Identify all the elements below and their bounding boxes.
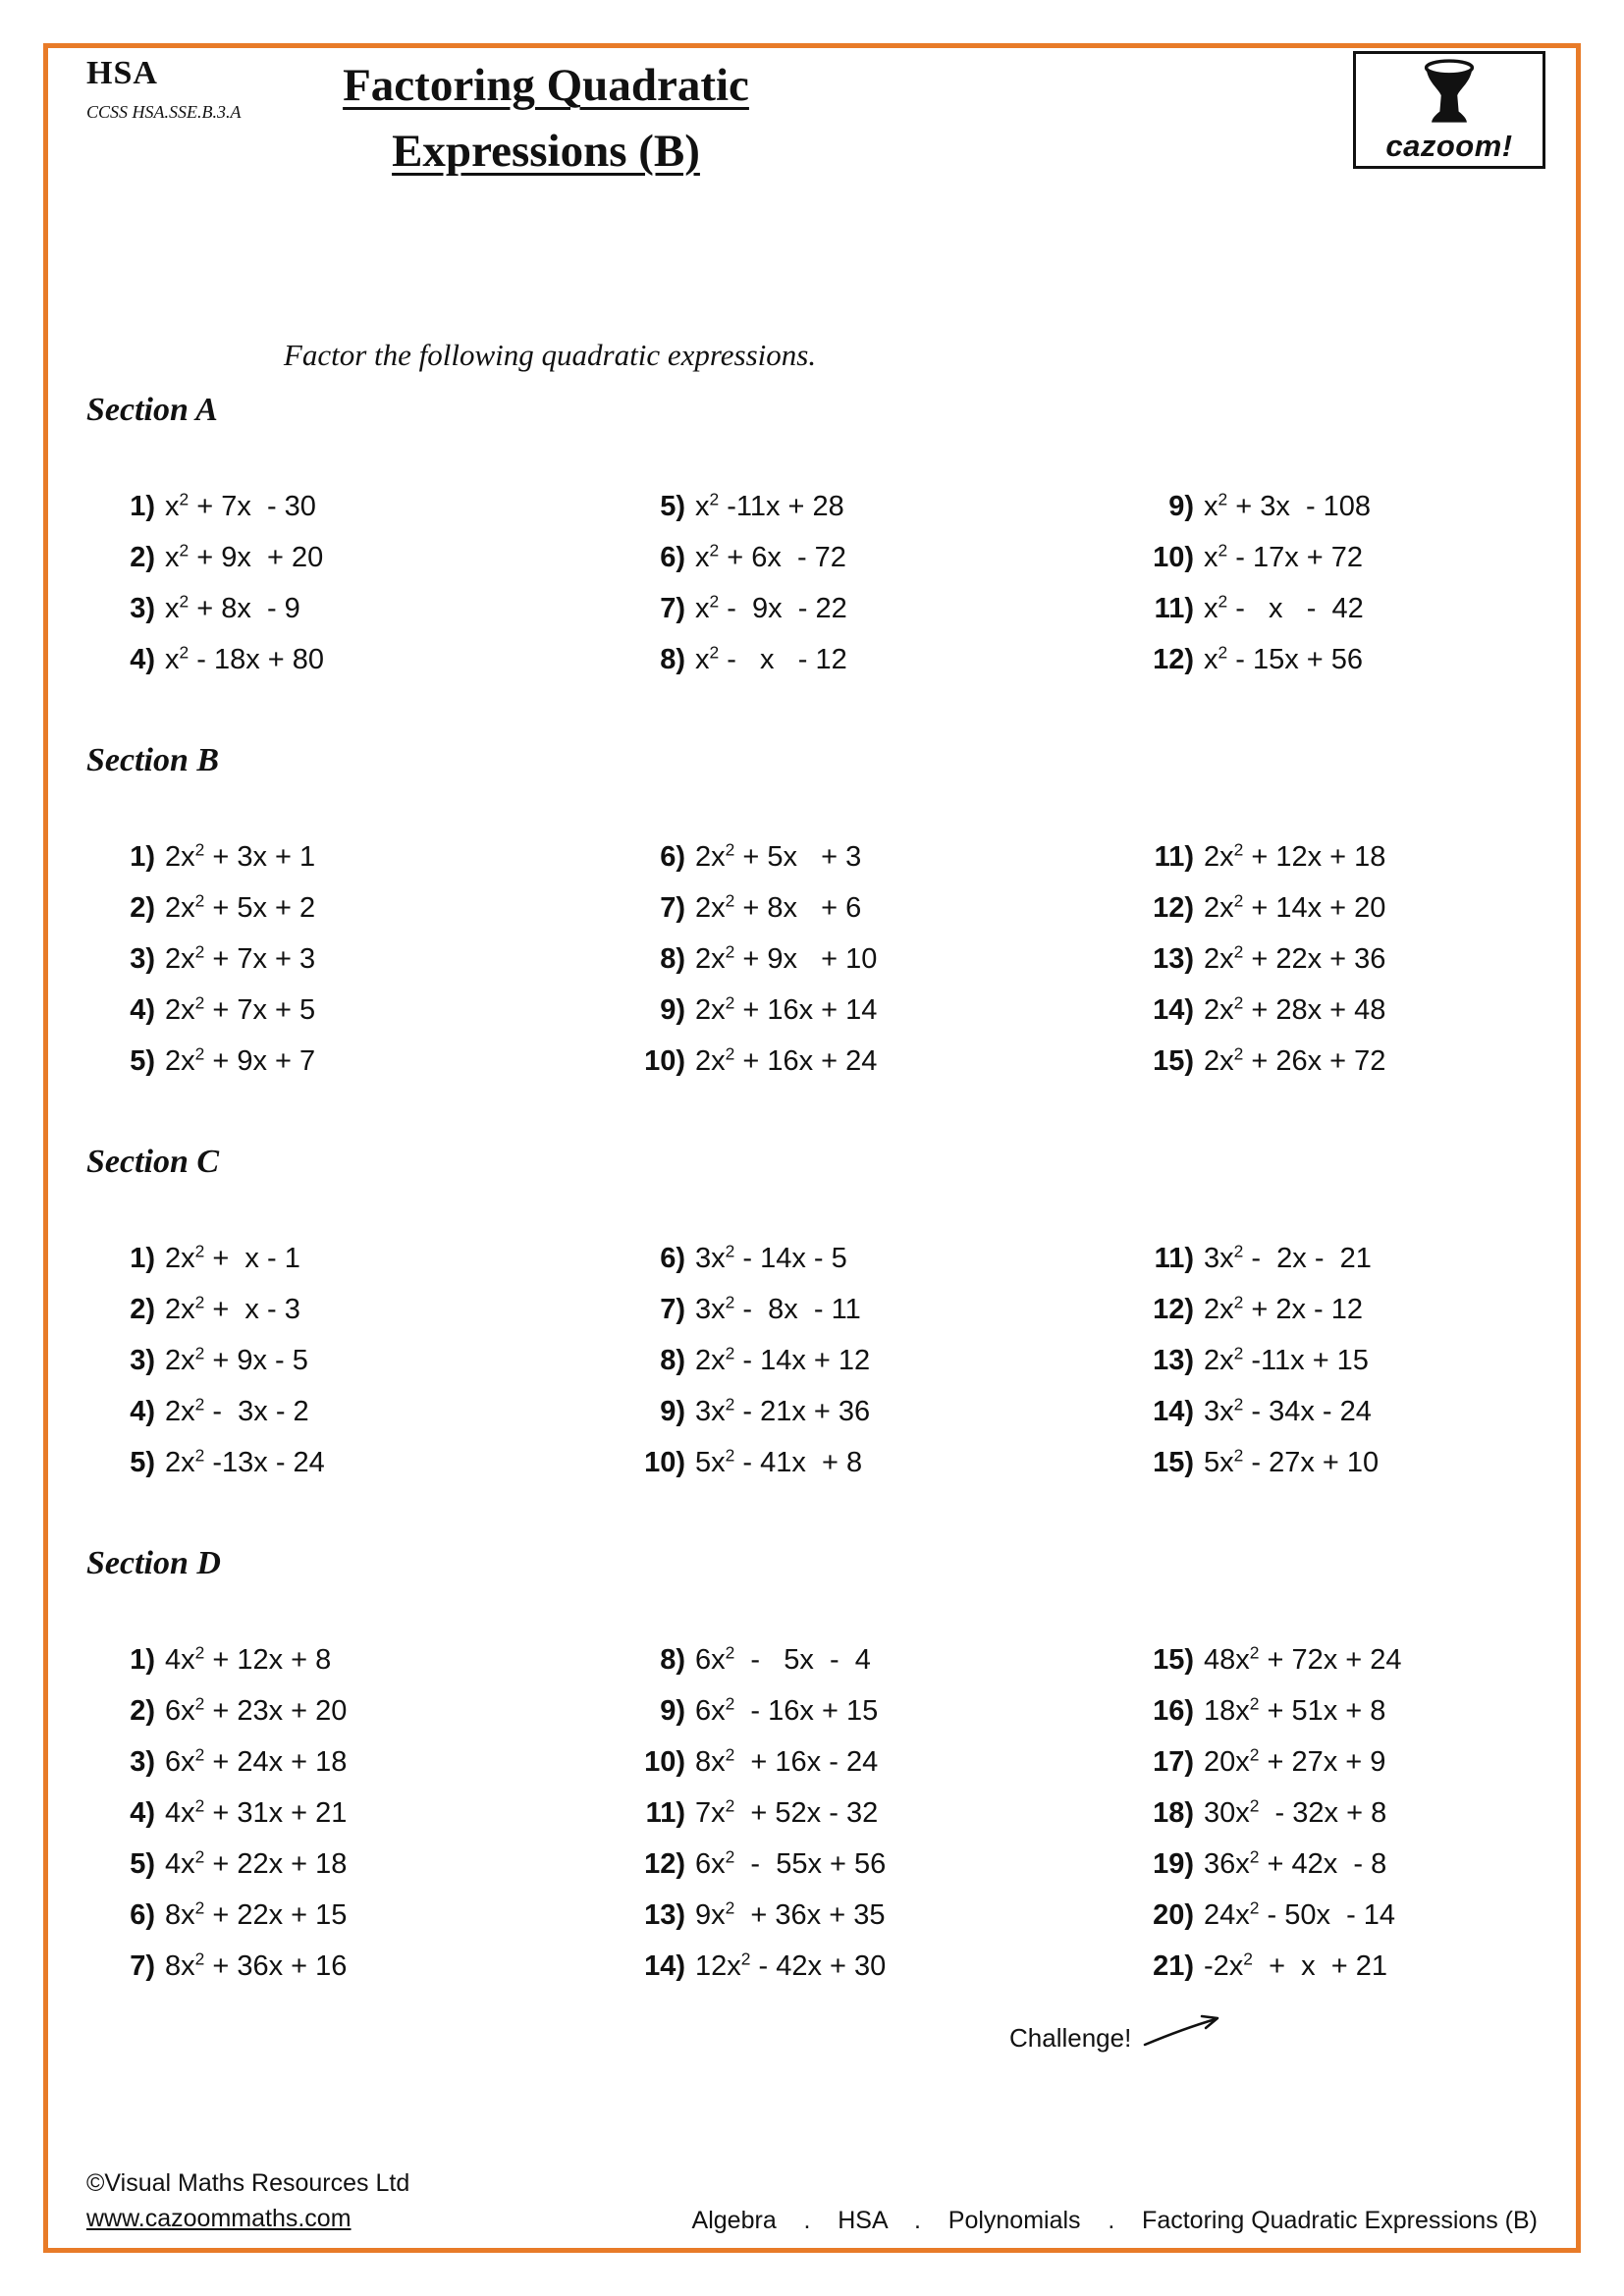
problem-number: 8) <box>660 643 685 675</box>
problem <box>617 583 1125 634</box>
problem-number: 13) <box>1153 1344 1194 1376</box>
problem <box>617 1839 1125 1890</box>
problem-expression: $7x^2 + 52x - 32$ <box>695 1794 879 1829</box>
problem <box>1125 532 1565 583</box>
problem-number: 16) <box>1153 1694 1194 1727</box>
problem-expression: $6x^2 - 5x - 4$ <box>695 1641 871 1676</box>
problem-expression: $48x^2 + 72x + 24$ <box>1204 1641 1402 1676</box>
problem-number: 12) <box>1153 891 1194 924</box>
problem <box>617 532 1125 583</box>
problem-number: 8) <box>660 1344 685 1376</box>
problem <box>617 634 1125 685</box>
problem-column <box>86 481 617 685</box>
problem-number: 12) <box>644 1847 685 1880</box>
problem <box>617 985 1125 1036</box>
problem <box>617 1736 1125 1788</box>
section-title: Section D <box>86 1545 221 1581</box>
problem-number: 6) <box>130 1898 155 1931</box>
problem <box>617 882 1125 934</box>
problem-number: 14) <box>1153 993 1194 1026</box>
problem <box>1125 882 1565 934</box>
problem <box>86 1736 617 1788</box>
problem-expression: $6x^2 + 24x + 18$ <box>165 1743 348 1778</box>
problem-expression: $3x^2 - 34x - 24$ <box>1204 1393 1372 1427</box>
problem-number: 3) <box>130 942 155 975</box>
problem-number: 8) <box>660 942 685 975</box>
problem-expression: $x^2 - 17x + 72$ <box>1204 539 1364 573</box>
problem-number: 10) <box>644 1745 685 1778</box>
problem-number: 3) <box>130 1344 155 1376</box>
problem <box>1125 1890 1565 1941</box>
problem-number: 9) <box>660 993 685 1026</box>
problem-column <box>1125 1233 1565 1488</box>
problem <box>86 1941 617 1992</box>
problem-expression: $30x^2 - 32x + 8$ <box>1204 1794 1387 1829</box>
problem-number: 4) <box>130 1395 155 1427</box>
problem-expression: $6x^2 + 23x + 20$ <box>165 1692 348 1727</box>
problem-expression: $x^2$ -11x + 28 <box>695 488 844 522</box>
problem <box>86 1685 617 1736</box>
problem <box>617 1890 1125 1941</box>
problem <box>617 1233 1125 1284</box>
problem-number: 5) <box>130 1446 155 1478</box>
problem-grid <box>86 831 1565 1087</box>
problem-column <box>617 1634 1125 1992</box>
problem-column <box>1125 1634 1565 1992</box>
problem-number: 7) <box>660 592 685 624</box>
problem-number: 7) <box>130 1949 155 1982</box>
problem-number: 8) <box>660 1643 685 1676</box>
problem-expression: $2x^2 + x - 1$ <box>165 1240 300 1274</box>
problem <box>86 1437 617 1488</box>
problem <box>617 1284 1125 1335</box>
problem-expression: $2x^2 + 16x + 24$ <box>695 1042 878 1077</box>
problem <box>1125 1233 1565 1284</box>
problem-expression: $x^2 + 6x - 72$ <box>695 539 846 573</box>
problem <box>1125 985 1565 1036</box>
problem-expression: $2x^2$ -11x + 15 <box>1204 1342 1369 1376</box>
problem-number: 6) <box>660 541 685 573</box>
problem-expression: $2x^2 + 12x + 18$ <box>1204 838 1386 873</box>
course-code: HSA <box>86 55 158 91</box>
problem-expression: $2x^2 + 22x + 36$ <box>1204 940 1386 975</box>
problem-number: 5) <box>130 1847 155 1880</box>
problem-expression: $x^2 + 8x - 9$ <box>165 590 300 624</box>
problem-number: 19) <box>1153 1847 1194 1880</box>
problem-expression: $2x^2 + 8x + 6$ <box>695 889 862 924</box>
problem-number: 1) <box>130 840 155 873</box>
problem-expression: $-2x^2 + x + 21$ <box>1204 1948 1387 1982</box>
problem-expression: $18x^2 + 51x + 8$ <box>1204 1692 1386 1727</box>
logo-wordmark: cazoom! <box>1385 129 1513 163</box>
problem-column <box>86 831 617 1087</box>
copyright-text: ©Visual Maths Resources Ltd <box>86 2169 410 2197</box>
problem-number: 15) <box>1153 1446 1194 1478</box>
problem-expression: $x^2$ - x - 42 <box>1204 590 1364 624</box>
problem <box>86 1634 617 1685</box>
problem-number: 6) <box>660 840 685 873</box>
problem-expression: $3x^2 - 14x - 5$ <box>695 1240 847 1274</box>
problem-expression: $2x^2 + 7x + 3$ <box>165 940 316 975</box>
section-title: Section A <box>86 392 218 428</box>
problem-expression: $2x^2 + 5x + 2$ <box>165 889 316 924</box>
problem-column <box>86 1634 617 1992</box>
breadcrumb: Algebra . HSA . Polynomials . Factoring Quadratic Expressions (B) <box>691 2207 1538 2234</box>
problem-number: 21) <box>1153 1949 1194 1982</box>
problem <box>617 1036 1125 1087</box>
problem-expression: $8x^2 + 36x + 16$ <box>165 1948 348 1982</box>
problem <box>617 1685 1125 1736</box>
problem-number: 9) <box>660 1395 685 1427</box>
problem-number: 13) <box>1153 942 1194 975</box>
problem <box>86 1839 617 1890</box>
problem <box>86 934 617 985</box>
problem-expression: $2x^2 + 14x + 20$ <box>1204 889 1386 924</box>
problem <box>86 1335 617 1386</box>
problem <box>86 1788 617 1839</box>
problem-number: 3) <box>130 1745 155 1778</box>
problem-expression: $2x^2 + 9x + 10$ <box>695 940 878 975</box>
problem-expression: $8x^2 + 22x + 15$ <box>165 1896 348 1931</box>
problem-expression: $9x^2 + 36x + 35$ <box>695 1896 886 1931</box>
problem-expression: $36x^2 + 42x - 8$ <box>1204 1845 1387 1880</box>
problem <box>86 1233 617 1284</box>
problem-number: 2) <box>130 1293 155 1325</box>
worksheet-section <box>86 1141 1565 1488</box>
problem-expression: $2x^2 + 2x - 12$ <box>1204 1291 1364 1325</box>
problem-number: 6) <box>660 1242 685 1274</box>
problem-number: 9) <box>660 1694 685 1727</box>
problem <box>86 1036 617 1087</box>
problem-expression: $3x^2 - 2x - 21$ <box>1204 1240 1372 1274</box>
problem-number: 20) <box>1153 1898 1194 1931</box>
problem-column <box>617 481 1125 685</box>
problem <box>1125 1437 1565 1488</box>
problem-expression: $6x^2 - 16x + 15$ <box>695 1692 879 1727</box>
challenge-annotation <box>1009 2007 1565 2057</box>
problem-expression: $4x^2 + 31x + 21$ <box>165 1794 348 1829</box>
problem <box>1125 1386 1565 1437</box>
problem <box>617 1788 1125 1839</box>
problem-expression: $24x^2 - 50x - 14$ <box>1204 1896 1396 1931</box>
problem <box>86 481 617 532</box>
problem <box>1125 831 1565 882</box>
problem-number: 4) <box>130 1796 155 1829</box>
problem-column <box>86 1233 617 1488</box>
problem-expression: $2x^2 + 16x + 14$ <box>695 991 878 1026</box>
sections <box>86 389 1565 2057</box>
worksheet-section <box>86 1542 1565 1992</box>
problem-expression: $x^2$ - x - 12 <box>695 641 847 675</box>
problem <box>1125 1634 1565 1685</box>
worksheet-title <box>104 53 988 184</box>
problem <box>1125 1941 1565 1992</box>
problem-expression: $4x^2 + 22x + 18$ <box>165 1845 348 1880</box>
cazoom-logo <box>1353 51 1545 169</box>
problem-expression: $x^2 - 9x - 22$ <box>695 590 847 624</box>
problem-expression: $2x^2$ -13x - 24 <box>165 1444 325 1478</box>
problem-expression: $6x^2 - 55x + 56$ <box>695 1845 887 1880</box>
problem <box>617 1941 1125 1992</box>
problem <box>617 934 1125 985</box>
problem-number: 11) <box>1154 592 1194 624</box>
challenge-label: Challenge! <box>1009 2023 1132 2053</box>
problem-number: 3) <box>130 592 155 624</box>
problem-expression: $3x^2 - 8x - 11$ <box>695 1291 861 1325</box>
problem-number: 12) <box>1153 643 1194 675</box>
problem-number: 10) <box>1153 541 1194 573</box>
problem <box>1125 1685 1565 1736</box>
problem <box>617 1335 1125 1386</box>
problem-column <box>1125 831 1565 1087</box>
problem <box>86 882 617 934</box>
problem-number: 10) <box>644 1044 685 1077</box>
problem <box>86 634 617 685</box>
problem-number: 15) <box>1153 1643 1194 1676</box>
problem-expression: $3x^2 - 21x + 36$ <box>695 1393 871 1427</box>
arrow-icon <box>1139 2007 1233 2057</box>
problem-expression: $2x^2 + x - 3$ <box>165 1291 300 1325</box>
problem-number: 2) <box>130 891 155 924</box>
problem-expression: $2x^2 + 9x - 5$ <box>165 1342 308 1376</box>
problem-number: 7) <box>660 1293 685 1325</box>
problem-number: 4) <box>130 993 155 1026</box>
problem-number: 15) <box>1153 1044 1194 1077</box>
worksheet-title-line1: Factoring Quadratic <box>343 60 749 111</box>
problem-number: 4) <box>130 643 155 675</box>
worksheet-section <box>86 739 1565 1087</box>
problem-expression: $8x^2 + 16x - 24$ <box>695 1743 879 1778</box>
problem-number: 12) <box>1153 1293 1194 1325</box>
problem-number: 11) <box>645 1796 685 1829</box>
problem-number: 18) <box>1153 1796 1194 1829</box>
problem-column <box>617 831 1125 1087</box>
problem-number: 7) <box>660 891 685 924</box>
problem <box>86 1890 617 1941</box>
problem-grid <box>86 481 1565 685</box>
problem-number: 5) <box>660 490 685 522</box>
problem <box>86 583 617 634</box>
section-title: Section C <box>86 1144 220 1180</box>
problem-column <box>1125 481 1565 685</box>
problem <box>617 1634 1125 1685</box>
problem <box>1125 1839 1565 1890</box>
ccss-standard: CCSS HSA.SSE.B.3.A <box>86 102 242 122</box>
problem <box>86 1284 617 1335</box>
problem <box>617 1386 1125 1437</box>
problem-expression: $2x^2 + 28x + 48$ <box>1204 991 1386 1026</box>
problem-expression: $x^2 + 7x - 30$ <box>165 488 316 522</box>
problem-expression: $5x^2 - 27x + 10$ <box>1204 1444 1380 1478</box>
problem <box>1125 1736 1565 1788</box>
problem <box>1125 481 1565 532</box>
problem <box>86 532 617 583</box>
problem-expression: $12x^2 - 42x + 30$ <box>695 1948 887 1982</box>
problem-expression: $2x^2 + 7x + 5$ <box>165 991 316 1026</box>
problem <box>1125 1036 1565 1087</box>
problem-expression: $2x^2 + 9x + 7$ <box>165 1042 316 1077</box>
problem-expression: $x^2 + 9x + 20$ <box>165 539 324 573</box>
problem-expression: $2x^2 - 3x - 2$ <box>165 1393 309 1427</box>
website-link[interactable]: www.cazoommaths.com <box>86 2205 352 2232</box>
problem <box>617 481 1125 532</box>
problem-number: 10) <box>644 1446 685 1478</box>
problem <box>617 1437 1125 1488</box>
problem <box>1125 634 1565 685</box>
worksheet-title-line2: Expressions (B) <box>392 125 700 177</box>
problem <box>1125 583 1565 634</box>
problem-number: 17) <box>1153 1745 1194 1778</box>
problem <box>1125 1335 1565 1386</box>
problem-number: 11) <box>1154 1242 1194 1274</box>
problem-expression: $2x^2 - 14x + 12$ <box>695 1342 871 1376</box>
problem-number: 1) <box>130 1643 155 1676</box>
problem <box>1125 1788 1565 1839</box>
section-title: Section B <box>86 742 220 778</box>
problem-number: 1) <box>130 490 155 522</box>
problem-grid <box>86 1634 1565 1992</box>
problem <box>617 831 1125 882</box>
problem <box>86 1386 617 1437</box>
problem-expression: $x^2 + 3x - 108$ <box>1204 488 1372 522</box>
problem-expression: $20x^2 + 27x + 9$ <box>1204 1743 1386 1778</box>
problem-expression: $2x^2 + 3x + 1$ <box>165 838 316 873</box>
problem-expression: $x^2 - 15x + 56$ <box>1204 641 1364 675</box>
problem <box>86 831 617 882</box>
problem-number: 2) <box>130 541 155 573</box>
worksheet-instruction: Factor the following quadratic expressions. <box>283 338 817 372</box>
problem-number: 5) <box>130 1044 155 1077</box>
drum-icon <box>1407 59 1491 129</box>
problem-number: 9) <box>1168 490 1194 522</box>
problem-expression: $5x^2 - 41x + 8$ <box>695 1444 863 1478</box>
problem-expression: $2x^2 + 26x + 72$ <box>1204 1042 1386 1077</box>
worksheet-section <box>86 389 1565 685</box>
problem <box>86 985 617 1036</box>
problem-expression: $2x^2 + 5x + 3$ <box>695 838 862 873</box>
problem <box>1125 934 1565 985</box>
problem-number: 2) <box>130 1694 155 1727</box>
problem-number: 14) <box>644 1949 685 1982</box>
problem-expression: $4x^2 + 12x + 8$ <box>165 1641 332 1676</box>
problem-number: 13) <box>644 1898 685 1931</box>
problem-expression: $x^2 - 18x + 80$ <box>165 641 325 675</box>
problem-number: 1) <box>130 1242 155 1274</box>
problem <box>1125 1284 1565 1335</box>
problem-column <box>617 1233 1125 1488</box>
problem-number: 14) <box>1153 1395 1194 1427</box>
problem-number: 11) <box>1154 840 1194 873</box>
problem-grid <box>86 1233 1565 1488</box>
